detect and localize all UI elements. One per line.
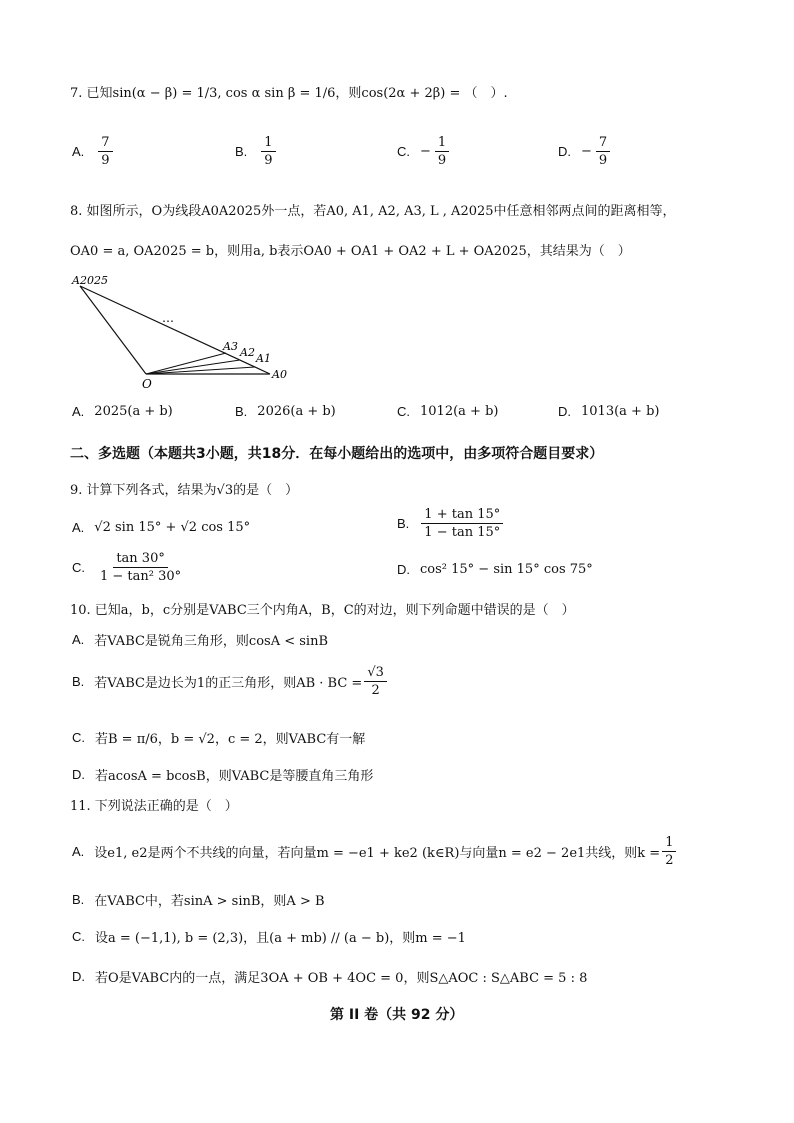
option-label: C.: [397, 144, 410, 159]
option-text: 2026(a + b): [257, 404, 336, 419]
q10-option-c[interactable]: [72, 728, 365, 747]
fraction: [364, 666, 387, 697]
option-label: C.: [72, 929, 85, 944]
q9-option-a[interactable]: [72, 520, 250, 535]
numerator: 1: [261, 136, 275, 152]
option-text: 在VABC中，若sinA > sinB，则A > B: [94, 894, 325, 909]
q7-option-d[interactable]: [558, 136, 612, 167]
option-text: 1013(a + b): [581, 404, 660, 419]
option-text: 若VABC是锐角三角形，则cosA < sinB: [94, 634, 329, 649]
segment-o-a1: [146, 367, 255, 374]
question-11-stem: 11. 下列说法正确的是（ ）: [70, 799, 238, 814]
q8-figure: [70, 272, 300, 392]
denominator: 9: [264, 153, 273, 168]
q8-option-d[interactable]: [558, 404, 659, 419]
label-a1: A1: [256, 352, 271, 365]
q11-option-c[interactable]: [72, 927, 466, 946]
q7-option-c[interactable]: [397, 136, 451, 167]
option-text: 设e1, e2是两个不共线的向量，若向量m = −e1 + ke2 (k∈R)与向量n = e2 − 2e1共线，则k =: [94, 846, 661, 861]
q10-option-d[interactable]: [72, 765, 373, 784]
denominator: 1 − tan² 30°: [100, 569, 182, 584]
question-7-stem: 7. 已知sin(α − β) = 1/3, cos α sin β = 1/6，则cos(2α + 2β) = （ ）.: [70, 86, 508, 101]
label-ellipsis: …: [162, 311, 174, 325]
denominator: 9: [598, 153, 608, 168]
option-label: D.: [397, 562, 410, 577]
question-10-stem: 10. 已知a，b，c分别是VABC三个内角A，B，C的对边，则下列命题中错误的是（ ）: [70, 603, 575, 618]
option-text: cos² 15° − sin 15° cos 75°: [420, 562, 593, 577]
option-label: C.: [397, 404, 410, 419]
option-text: 若B = π/6，b = √2，c = 2，则VABC有一解: [95, 732, 366, 747]
q9-option-c[interactable]: [72, 552, 186, 583]
label-a3: A3: [223, 340, 238, 353]
q11-option-a[interactable]: [72, 836, 678, 867]
option-label: A.: [72, 144, 85, 159]
option-text: 若acosA = bcosB，则VABC是等腰直角三角形: [95, 769, 374, 784]
label-a2: A2: [240, 346, 255, 359]
q9-option-d[interactable]: [397, 562, 593, 577]
q7-option-b[interactable]: [235, 136, 278, 167]
option-label: A.: [72, 404, 85, 419]
option-label: D.: [72, 969, 85, 984]
q11-option-d[interactable]: [72, 967, 587, 986]
q8-option-a[interactable]: [72, 404, 173, 419]
denominator: 2: [371, 683, 380, 698]
q7-option-a[interactable]: [72, 136, 115, 167]
question-9-stem: 9. 计算下列各式，结果为√3的是（ ）: [70, 483, 299, 498]
option-label: B.: [235, 144, 248, 159]
denominator: 1 − tan 15°: [424, 525, 501, 540]
sign: −: [420, 144, 431, 159]
label-o: O: [142, 377, 152, 391]
fraction: [662, 836, 676, 867]
numerator: 7: [98, 136, 112, 152]
fraction: [261, 136, 275, 167]
segment-o-a2025: [80, 286, 146, 374]
sign: −: [581, 144, 592, 159]
fraction: [435, 136, 449, 167]
fraction: [596, 136, 610, 167]
q9-option-b[interactable]: [397, 508, 505, 539]
option-text: √2 sin 15° + √2 cos 15°: [94, 520, 251, 535]
option-text: 2025(a + b): [94, 404, 173, 419]
option-label: C.: [72, 730, 85, 745]
q10-option-a[interactable]: [72, 630, 328, 649]
numerator: 1: [662, 836, 676, 852]
numerator: √3: [364, 666, 387, 682]
option-label: A.: [72, 844, 85, 859]
fraction: [421, 508, 503, 539]
denominator: 9: [101, 153, 110, 168]
segment-a2025-a0: [80, 286, 270, 374]
option-label: A.: [72, 520, 85, 535]
option-text: 1012(a + b): [420, 404, 499, 419]
option-label: B.: [72, 674, 85, 689]
option-text: 设a = (−1,1), b = (2,3)，且(a + mb) // (a − b)，则m = −1: [95, 931, 466, 946]
option-text: 若VABC是边长为1的正三角形，则AB · BC =: [94, 676, 363, 691]
q8-option-c[interactable]: [397, 404, 498, 419]
denominator: 2: [665, 853, 674, 868]
section-heading: 二、多选题（本题共3小题，共18分．在每小题给出的选项中，由多项符合题目要求）: [70, 446, 604, 462]
numerator: tan 30°: [113, 552, 168, 568]
option-label: A.: [72, 632, 85, 647]
label-a0: A0: [272, 368, 287, 381]
numerator: 1 + tan 15°: [421, 508, 503, 524]
option-label: D.: [558, 404, 571, 419]
fraction: [97, 552, 184, 583]
option-label: B.: [72, 892, 85, 907]
q10-option-b[interactable]: [72, 666, 389, 697]
numerator: 7: [596, 136, 610, 152]
option-text: 若O是VABC内的一点，满足3OA + OB + 4OC = 0，则S△AOC : S△ABC = 5 : 8: [95, 971, 588, 986]
option-label: B.: [397, 516, 410, 531]
option-label: D.: [72, 767, 85, 782]
denominator: 9: [437, 153, 447, 168]
fraction: [98, 136, 112, 167]
option-label: C.: [72, 560, 85, 575]
question-8-stem-line2: OA0 = a, OA2025 = b，则用a, b表示OA0 + OA1 + OA2 + L + OA2025，其结果为（ ）: [70, 244, 631, 259]
numerator: 1: [435, 136, 449, 152]
part-2-title: 第 II 卷（共 92 分）: [330, 1007, 464, 1023]
option-label: B.: [235, 404, 248, 419]
question-8-stem-line1: 8. 如图所示，O为线段A0A2025外一点，若A0, A1, A2, A3, L , A2025中任意相邻两点间的距离相等，: [70, 204, 676, 219]
q11-option-b[interactable]: [72, 890, 325, 909]
q8-option-b[interactable]: [235, 404, 336, 419]
option-label: D.: [558, 144, 571, 159]
label-a2025: A2025: [72, 274, 108, 287]
